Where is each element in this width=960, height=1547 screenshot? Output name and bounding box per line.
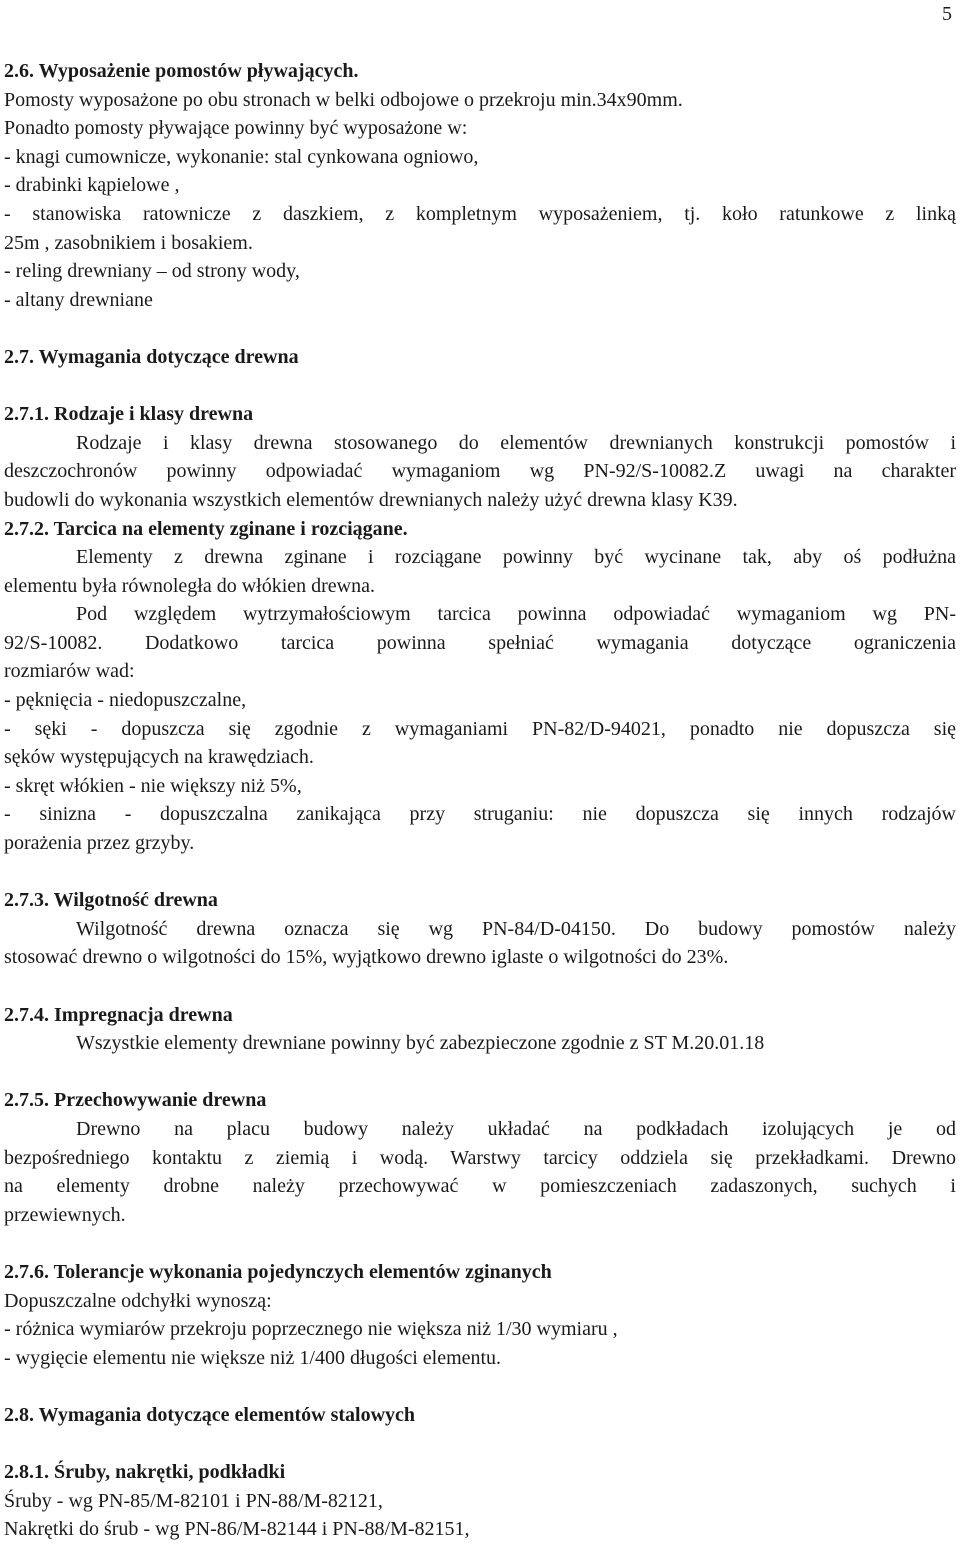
section-2-7-heading: 2.7. Wymagania dotyczące drewna bbox=[4, 345, 299, 368]
list-item: - sęki - dopuszcza się zgodnie z wymaganiami PN-82/D-94021, ponadto nie dopuszcza się bbox=[4, 717, 956, 740]
list-item: - sinizna - dopuszczalna zanikająca przy struganiu: nie dopuszcza się innych rodzajów bbox=[4, 803, 956, 826]
section-2-7-3-heading: 2.7.3. Wilgotność drewna bbox=[4, 889, 218, 912]
list-item: - różnica wymiarów przekroju poprzecznego nie większa niż 1/30 wymiaru , bbox=[4, 1318, 618, 1341]
paragraph-line: Rodzaje i klasy drewna stosowanego do elementów drewnianych konstrukcji pomostów i bbox=[76, 431, 956, 454]
paragraph-line: Dopuszczalne odchyłki wynoszą: bbox=[4, 1289, 272, 1312]
document-page bbox=[4, 57, 956, 1544]
paragraph-line: Drewno na placu budowy należy układać na podkładach izolujących je od bbox=[76, 1117, 956, 1140]
section-2-7-4-heading: 2.7.4. Impregnacja drewna bbox=[4, 1003, 233, 1026]
list-item: - knagi cumownicze, wykonanie: stal cynkowana ogniowo, bbox=[4, 145, 479, 168]
list-item-continuation: porażenia przez grzyby. bbox=[4, 832, 195, 855]
paragraph-line: Wilgotność drewna oznacza się wg PN-84/D-04150. Do budowy pomostów należy bbox=[76, 917, 956, 940]
paragraph-line: budowli do wykonania wszystkich elementów drewnianych należy użyć drewna klasy K39. bbox=[4, 488, 738, 511]
list-item: - skręt włókien - nie większy niż 5%, bbox=[4, 774, 302, 797]
list-item: - wygięcie elementu nie większe niż 1/400 długości elementu. bbox=[4, 1346, 502, 1369]
list-item: - stanowiska ratownicze z daszkiem, z kompletnym wyposażeniem, tj. koło ratunkowe z linką bbox=[4, 202, 956, 225]
paragraph-line: rozmiarów wad: bbox=[4, 660, 135, 683]
paragraph-line: Pod względem wytrzymałościowym tarcica powinna odpowiadać wymaganiom wg PN- bbox=[76, 603, 956, 626]
paragraph-line: Nakrętki do śrub - wg PN-86/M-82144 i PN-88/M-82151, bbox=[4, 1518, 470, 1541]
section-2-7-1-heading: 2.7.1. Rodzaje i klasy drewna bbox=[4, 403, 254, 426]
paragraph-line: Elementy z drewna zginane i rozciągane powinny być wycinane tak, aby oś podłużna bbox=[76, 546, 956, 569]
section-2-6-line: Pomosty wyposażone po obu stronach w belki odbojowe o przekroju min.34x90mm. bbox=[4, 88, 683, 111]
section-2-6-heading: 2.6. Wyposażenie pomostów pływających. bbox=[4, 60, 359, 82]
list-item-continuation: sęków występujących na krawędziach. bbox=[4, 746, 314, 769]
paragraph-line: bezpośredniego kontaktu z ziemią i wodą. Warstwy tarcicy oddziela się przekładkami. Drewno bbox=[4, 1146, 956, 1169]
paragraph-line: 92/S-10082. Dodatkowo tarcica powinna spełniać wymagania dotyczące ograniczenia bbox=[4, 631, 956, 654]
paragraph-line: na elementy drobne należy przechowywać w pomieszczeniach zadaszonych, suchych i bbox=[4, 1175, 956, 1198]
paragraph-line: deszczochronów powinny odpowiadać wymaganiom wg PN-92/S-10082.Z uwagi na charakter bbox=[4, 460, 956, 483]
paragraph-line: przewiewnych. bbox=[4, 1203, 126, 1226]
section-2-7-2-heading: 2.7.2. Tarcica na elementy zginane i rozciągane. bbox=[4, 517, 408, 540]
page-number: 5 bbox=[942, 3, 952, 25]
paragraph-line: Śruby - wg PN-85/M-82101 i PN-88/M-82121, bbox=[4, 1489, 383, 1512]
section-2-7-6-heading: 2.7.6. Tolerancje wykonania pojedynczych elementów zginanych bbox=[4, 1260, 552, 1283]
section-2-8-heading: 2.8. Wymagania dotyczące elementów stalowych bbox=[4, 1403, 416, 1426]
list-item: - altany drewniane bbox=[4, 288, 153, 311]
paragraph-line: stosować drewno o wilgotności do 15%, wyjątkowo drewno iglaste o wilgotności do 23%. bbox=[4, 946, 729, 969]
paragraph-line: elementu była równoległa do włókien drewna. bbox=[4, 574, 375, 597]
section-2-8-1-heading: 2.8.1. Śruby, nakrętki, podkładki bbox=[4, 1461, 286, 1484]
list-item-continuation: 25m , zasobnikiem i bosakiem. bbox=[4, 231, 253, 254]
list-item: - reling drewniany – od strony wody, bbox=[4, 260, 300, 283]
list-item: - pęknięcia - niedopuszczalne, bbox=[4, 689, 247, 712]
paragraph-line: Wszystkie elementy drewniane powinny być zabezpieczone zgodnie z ST M.20.01.18 bbox=[76, 1032, 765, 1055]
section-2-7-5-heading: 2.7.5. Przechowywanie drewna bbox=[4, 1089, 267, 1112]
section-2-6-line: Ponadto pomosty pływające powinny być wyposażone w: bbox=[4, 117, 468, 140]
list-item: - drabinki kąpielowe , bbox=[4, 174, 180, 197]
